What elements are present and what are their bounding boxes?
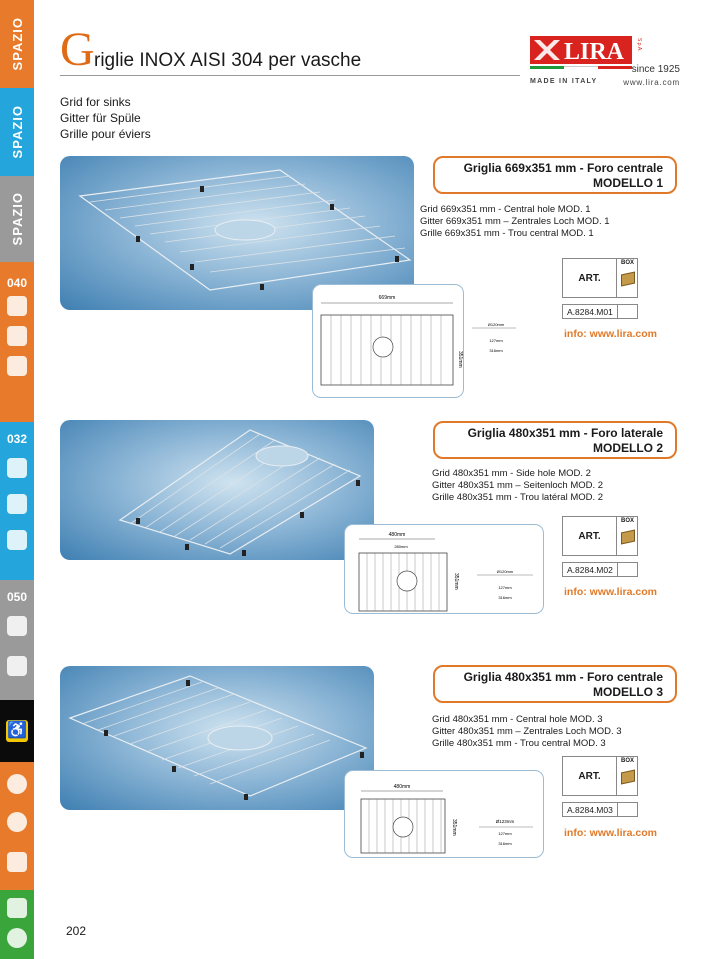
product-model-3: MODELLO 3: [592, 685, 663, 699]
logo-website: www.lira.com: [623, 78, 680, 87]
trap-icon: [7, 494, 27, 514]
drawing-svg-2: [345, 525, 544, 614]
page-title: [60, 23, 520, 76]
seal-icon: [7, 928, 27, 948]
dim-d2: 316mm: [489, 348, 503, 353]
art-code-text: A.8284.M01: [567, 307, 613, 317]
siphon-icon: [7, 326, 27, 346]
chef-icon: [7, 656, 27, 676]
valve-icon: [7, 898, 27, 918]
dim-d1: 127mm: [489, 338, 503, 343]
tab-040[interactable]: [0, 262, 34, 422]
product-name-box-1: [433, 156, 677, 194]
funnel-icon: [7, 852, 27, 872]
product-name-2: Griglia 480x351 mm - Foro laterale: [467, 426, 663, 440]
desc-en: Grid 480x351 mm - Central hole MOD. 3: [432, 714, 603, 725]
box-icon: [621, 272, 635, 287]
logo-reg: S.p.A.: [636, 38, 642, 52]
info-link-2[interactable]: info: www.lira.com: [564, 586, 657, 598]
product-name-box-3: [433, 665, 677, 703]
product-model-1: MODELLO 1: [592, 176, 663, 190]
section-tabs: [0, 0, 34, 959]
drawing-svg-1: [313, 285, 464, 398]
dim-hole: Ø120mm: [496, 569, 514, 574]
lira-wordmark: [530, 34, 632, 66]
dim-height: 351mm: [451, 819, 457, 836]
italian-flag-stripe: [530, 66, 632, 69]
dim-height: 351mm: [453, 573, 459, 590]
product-model-2: MODELLO 2: [592, 441, 663, 455]
desc-fr: Grille 480x351 mm - Trou central MOD. 3: [432, 738, 606, 749]
drawing-svg-3: [345, 771, 544, 858]
art-label: ART.: [563, 517, 617, 555]
tab-drains[interactable]: [0, 762, 34, 890]
sink-icon: [7, 458, 27, 478]
pipe-icon: [7, 530, 27, 550]
box-icon: [621, 770, 635, 785]
technical-drawing-1: [312, 284, 464, 398]
dim-width: 669mm: [378, 295, 396, 301]
art-header: [562, 258, 638, 298]
tab-label: 050: [6, 590, 28, 604]
article-code-2: [562, 562, 638, 577]
product-name-3: Griglia 480x351 mm - Foro centrale: [463, 670, 663, 684]
dim-height: 351mm: [457, 351, 463, 368]
technical-drawing-3: [344, 770, 544, 858]
subtitle-de: Gitter für Spüle: [60, 111, 141, 125]
dim-d1: 127mm: [498, 831, 512, 836]
title-initial: G: [60, 23, 95, 76]
product-description-1: [420, 204, 610, 240]
desc-de: Gitter 669x351 mm – Zentrales Loch MOD. 1: [420, 216, 610, 227]
article-code-3: [562, 802, 638, 817]
drain-icon: [7, 356, 27, 376]
product-name-box-2: [433, 421, 677, 459]
grid-photo-2: [60, 420, 374, 560]
desc-en: Grid 669x351 mm - Central hole MOD. 1: [420, 204, 591, 215]
waste-icon: [7, 812, 27, 832]
logo-made-in: MADE IN ITALY: [530, 78, 598, 85]
dim-top: 280mm: [394, 544, 408, 549]
tab-label: 040: [6, 276, 28, 290]
dim-d2: 316mm: [498, 841, 512, 846]
product-description-3: [432, 714, 622, 750]
art-header: [562, 756, 638, 796]
page-number: 202: [66, 924, 87, 938]
tab-032[interactable]: [0, 422, 34, 580]
box-icon: [621, 530, 635, 545]
siphon-icon: [7, 616, 27, 636]
art-code-text: A.8284.M02: [567, 565, 613, 575]
dim-hole: Ø123mm: [495, 819, 515, 824]
tab-label: 032: [6, 432, 28, 446]
tab-spazio-grey[interactable]: [0, 176, 34, 262]
title-text: riglie INOX AISI 304 per vasche: [94, 50, 362, 71]
grid-photo-3: [60, 666, 374, 810]
box-label: BOX: [621, 260, 635, 266]
desc-fr: Grille 480x351 mm - Trou latéral MOD. 2: [432, 492, 604, 503]
info-link-1[interactable]: info: www.lira.com: [564, 328, 657, 340]
drawing-side-detail-1: [466, 318, 520, 364]
strainer-icon: [7, 774, 27, 794]
dim-width: 480mm: [388, 532, 406, 538]
tab-label: SPAZIO: [9, 105, 25, 159]
tab-label: SPAZIO: [9, 17, 25, 71]
subtitle-fr: Grille pour éviers: [60, 127, 151, 141]
lira-logo: [530, 34, 680, 92]
product-description-2: [432, 468, 603, 504]
tab-050[interactable]: [0, 580, 34, 700]
technical-drawing-2: [344, 524, 544, 614]
subtitles: [60, 94, 151, 142]
desc-de: Gitter 480x351 mm – Zentrales Loch MOD. 3: [432, 726, 622, 737]
logo-since: since 1925: [631, 64, 680, 75]
tab-green[interactable]: [0, 890, 34, 959]
dim-d1: 127mm: [498, 585, 512, 590]
tab-spazio-orange[interactable]: [0, 0, 34, 88]
article-code-1: [562, 304, 638, 319]
info-link-3[interactable]: info: www.lira.com: [564, 827, 657, 839]
product-name-1: Griglia 669x351 mm - Foro centrale: [463, 161, 663, 175]
dim-hole: Ø120mm: [487, 322, 505, 327]
dim-d2: 316mm: [498, 595, 512, 600]
basin-icon: [7, 296, 27, 316]
product-photo-3: [60, 666, 374, 810]
desc-fr: Grille 669x351 mm - Trou central MOD. 1: [420, 228, 594, 239]
art-code-text: A.8284.M03: [567, 805, 613, 815]
drawing-dims-1: [466, 318, 520, 364]
art-header: [562, 516, 638, 556]
desc-de: Gitter 480x351 mm – Seitenloch MOD. 2: [432, 480, 604, 491]
wheelchair-icon: ♿: [6, 720, 28, 742]
box-label: BOX: [621, 758, 635, 764]
box-label: BOX: [621, 518, 635, 524]
tab-spazio-blue[interactable]: [0, 88, 34, 176]
dim-width: 480mm: [393, 784, 411, 790]
tab-label: SPAZIO: [9, 192, 25, 246]
product-photo-2: [60, 420, 374, 560]
logo-brand: LIRA: [563, 39, 625, 65]
art-label: ART.: [563, 259, 617, 297]
subtitle-en: Grid for sinks: [60, 95, 131, 109]
desc-en: Grid 480x351 mm - Side hole MOD. 2: [432, 468, 591, 479]
art-label: ART.: [563, 757, 617, 795]
tab-accessibility[interactable]: [0, 700, 34, 762]
